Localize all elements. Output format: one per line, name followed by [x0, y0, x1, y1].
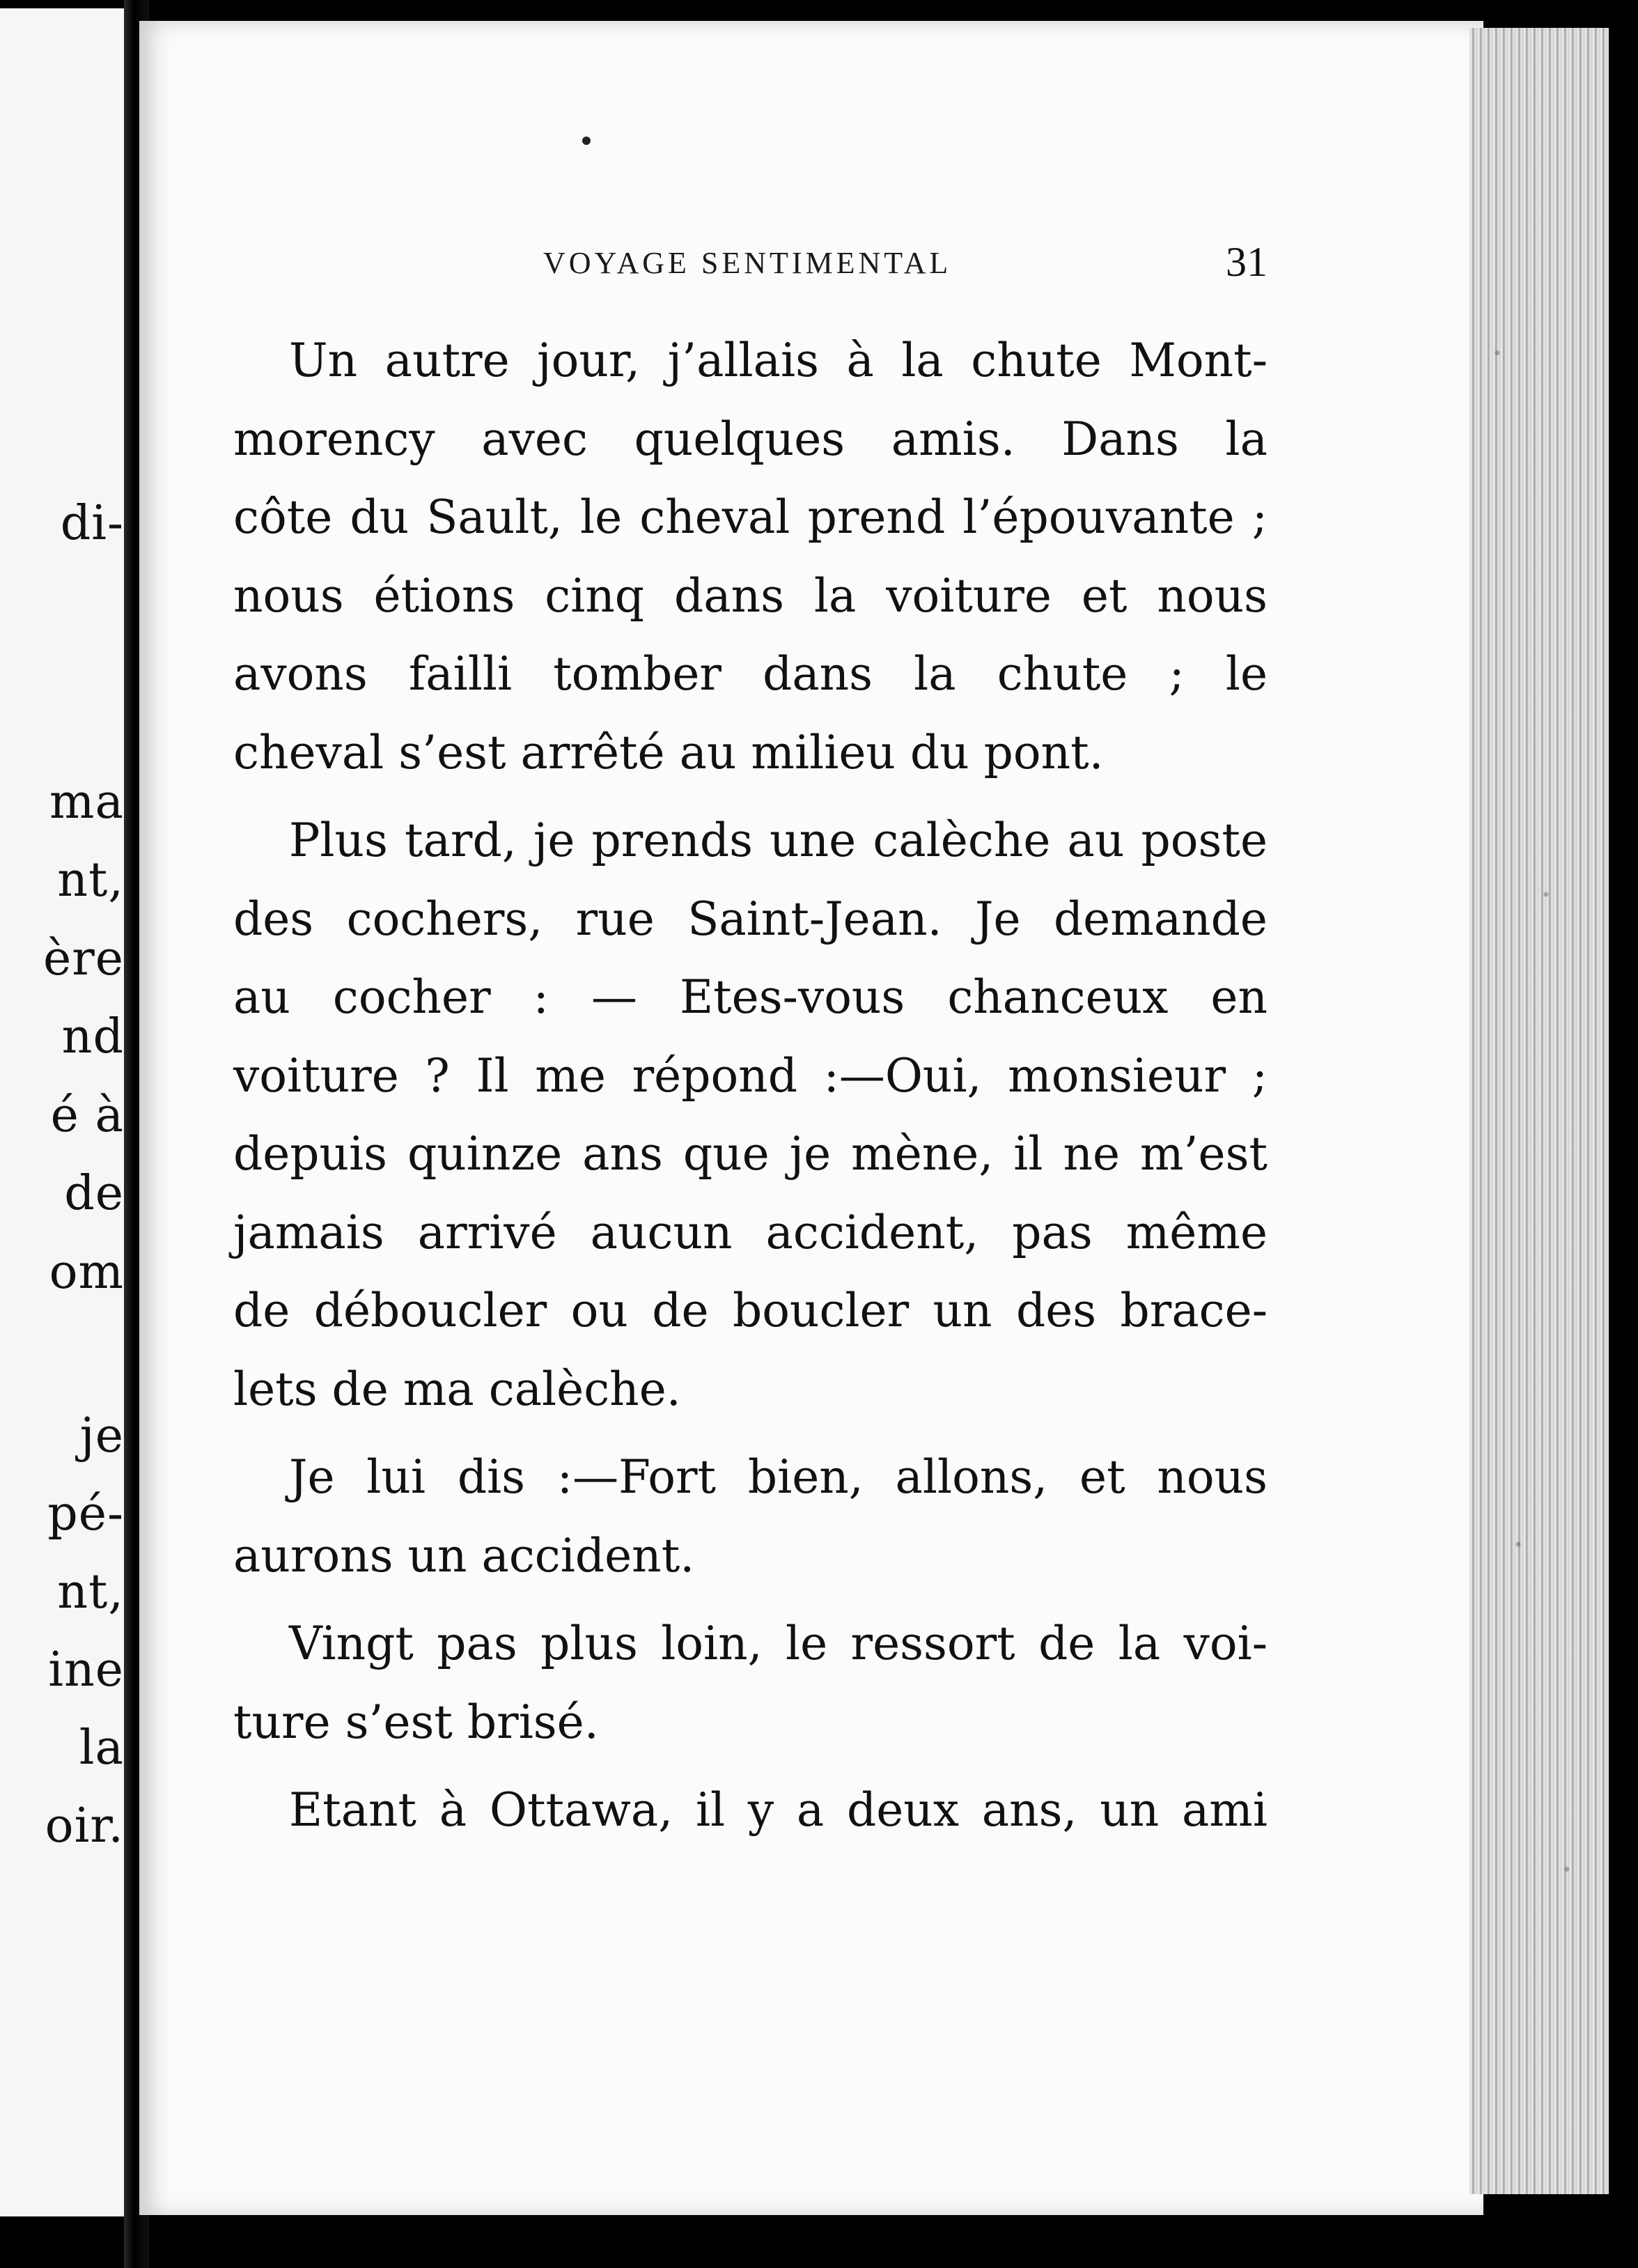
- text-line: cheval s’est arrêté au milieu du pont.: [233, 725, 1104, 779]
- left-page-fragment: di-: [60, 496, 124, 551]
- page-number: 31: [1226, 239, 1268, 285]
- text-line: Plus tard, je prends une calèche au poste: [289, 814, 1268, 867]
- left-page-fragment: ère: [43, 931, 124, 986]
- left-page-fragment: om: [49, 1245, 124, 1300]
- text-line: Vingt pas plus loin, le ressort de la voi-: [289, 1617, 1268, 1670]
- paragraph: [233, 1438, 1268, 1595]
- paragraph: [233, 802, 1268, 1429]
- text-line: nous étions cinq dans la voiture et nous: [233, 568, 1268, 623]
- text-line: lets de ma calèche.: [233, 1362, 681, 1416]
- left-page-fragment: ma: [49, 775, 124, 830]
- text-line: depuis quinze ans que je mène, il ne m’est: [233, 1127, 1268, 1181]
- page-edges: [1469, 28, 1609, 2194]
- left-page-fragment: la: [79, 1721, 124, 1776]
- paragraph: [233, 322, 1268, 792]
- left-page-fragment: é à: [50, 1088, 124, 1143]
- text-line: au cocher : — Etes-vous chanceux en: [233, 970, 1268, 1024]
- running-title: VOYAGE SENTIMENTAL: [543, 246, 952, 280]
- left-page-fragment: pé-: [47, 1486, 124, 1541]
- text-line: Etant à Ottawa, il y a deux ans, un ami: [289, 1783, 1268, 1837]
- text-line: de déboucler ou de boucler un des brace-: [233, 1284, 1268, 1337]
- left-page-fragment: je: [79, 1408, 124, 1463]
- text-line: Un autre jour, j’allais à la chute Mont-: [289, 334, 1268, 387]
- text-line: ture s’est brisé.: [233, 1695, 599, 1749]
- page-header: [404, 239, 1268, 294]
- text-line: jamais arrivé aucun accident, pas même: [233, 1205, 1268, 1259]
- ink-dot: [582, 137, 591, 145]
- text-line: avons failli tomber dans la chute ; le: [233, 647, 1268, 701]
- left-page-fragment: de: [64, 1166, 124, 1221]
- left-page-fragment: nt,: [57, 1564, 124, 1620]
- body-text: [233, 322, 1268, 1850]
- left-page-fragment: oir.: [45, 1799, 124, 1854]
- text-line: morency avec quelques amis. Dans la: [233, 412, 1268, 466]
- paragraph: [233, 1771, 1268, 1850]
- paragraph: [233, 1605, 1268, 1762]
- left-facing-page: [0, 8, 124, 2216]
- text-line: Je lui dis :—Fort bien, allons, et nous: [289, 1450, 1268, 1504]
- left-page-fragment: ine: [48, 1642, 124, 1698]
- text-line: côte du Sault, le cheval prend l’épouvante ;: [233, 490, 1268, 544]
- left-page-fragment: nd: [61, 1009, 124, 1064]
- text-line: voiture ? Il me répond :—Oui, monsieur ;: [233, 1048, 1268, 1103]
- text-line: aurons un accident.: [233, 1528, 695, 1583]
- left-page-fragment: nt,: [57, 853, 124, 908]
- text-line: des cochers, rue Saint-Jean. Je demande: [233, 892, 1268, 946]
